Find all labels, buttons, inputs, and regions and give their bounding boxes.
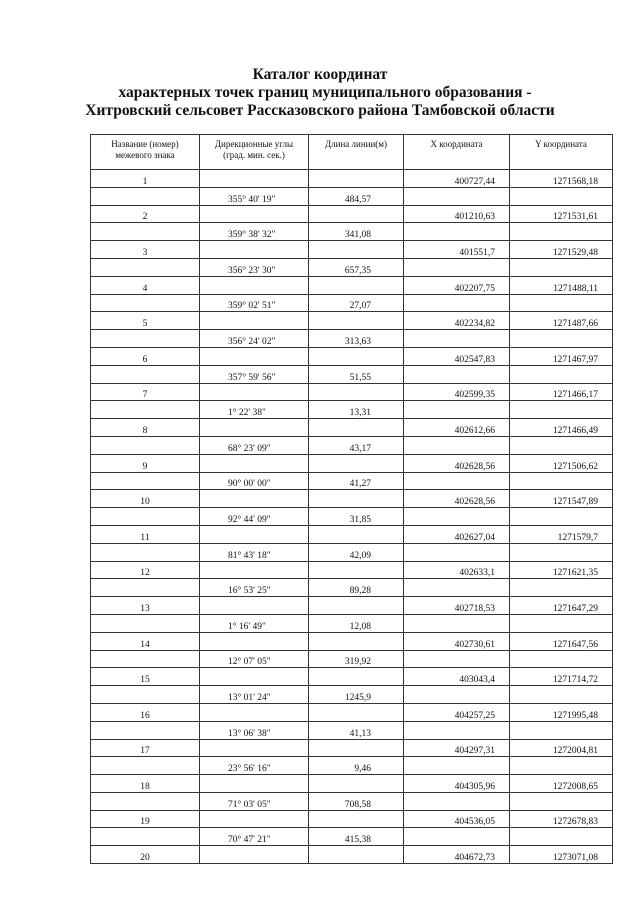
header-angles: Дирекционные углы (град. мин. сек.) [200,135,309,170]
empty-length-cell [309,419,404,437]
empty-length-cell [309,775,404,793]
table-body [91,170,613,864]
empty-length-cell [309,170,404,188]
point-number: 12 [91,561,200,579]
line-length: 31,85 [309,508,404,526]
directional-angle: 71° 03' 05" [200,792,309,810]
empty-y-cell [510,365,613,383]
point-number: 15 [91,668,200,686]
empty-y-cell [510,472,613,490]
table-row-point [91,668,613,686]
point-number: 18 [91,775,200,793]
header-x: X координата [404,135,510,170]
table-row-segment [91,436,613,454]
empty-length-cell [309,312,404,330]
table-row-point [91,347,613,365]
line-length: 313,63 [309,330,404,348]
point-number: 11 [91,525,200,543]
y-coordinate: 1272004,81 [510,739,613,757]
line-length: 89,28 [309,579,404,597]
empty-angle-cell [200,703,309,721]
table-row-segment [91,258,613,276]
empty-x-cell [404,614,510,632]
x-coordinate: 404257,25 [404,703,510,721]
directional-angle: 359° 38' 32" [200,223,309,241]
empty-x-cell [404,721,510,739]
x-coordinate: 401210,63 [404,205,510,223]
empty-length-cell [309,632,404,650]
y-coordinate: 1271714,72 [510,668,613,686]
table-row-segment [91,401,613,419]
x-coordinate: 402633,1 [404,561,510,579]
point-number: 10 [91,490,200,508]
empty-x-cell [404,472,510,490]
table-row-segment [91,614,613,632]
empty-name-cell [91,792,200,810]
y-coordinate: 1271529,48 [510,241,613,259]
empty-length-cell [309,347,404,365]
point-number: 3 [91,241,200,259]
line-length: 41,27 [309,472,404,490]
empty-x-cell [404,792,510,810]
empty-angle-cell [200,490,309,508]
x-coordinate: 402730,61 [404,632,510,650]
point-number: 14 [91,632,200,650]
empty-length-cell [309,241,404,259]
table-row-segment [91,579,613,597]
table-row-segment [91,721,613,739]
empty-y-cell [510,436,613,454]
empty-angle-cell [200,846,309,864]
table-row-point [91,454,613,472]
empty-name-cell [91,614,200,632]
x-coordinate: 403043,4 [404,668,510,686]
title-line-1: Каталог координат [252,66,388,83]
table-row-segment [91,187,613,205]
empty-angle-cell [200,775,309,793]
empty-name-cell [91,258,200,276]
line-length: 1245,9 [309,686,404,704]
y-coordinate: 1271579,7 [510,525,613,543]
empty-name-cell [91,436,200,454]
x-coordinate: 402627,04 [404,525,510,543]
directional-angle: 81° 43' 18" [200,543,309,561]
directional-angle: 355° 40' 19" [200,187,309,205]
empty-length-cell [309,703,404,721]
table-row-point [91,241,613,259]
y-coordinate: 1271487,66 [510,312,613,330]
table-row-point [91,525,613,543]
title-line-2: характерных точек границ муниципального образования - [118,84,532,101]
empty-length-cell [309,810,404,828]
empty-length-cell [309,668,404,686]
point-number: 9 [91,454,200,472]
point-number: 6 [91,347,200,365]
empty-x-cell [404,828,510,846]
empty-name-cell [91,401,200,419]
x-coordinate: 402547,83 [404,347,510,365]
table-row-segment [91,365,613,383]
empty-angle-cell [200,810,309,828]
empty-angle-cell [200,739,309,757]
empty-length-cell [309,454,404,472]
y-coordinate: 1271647,29 [510,597,613,615]
table-row-point [91,846,613,864]
y-coordinate: 1271506,62 [510,454,613,472]
directional-angle: 1° 22' 38" [200,401,309,419]
table-row-segment [91,330,613,348]
empty-angle-cell [200,668,309,686]
table-row-segment [91,223,613,241]
empty-x-cell [404,330,510,348]
empty-name-cell [91,330,200,348]
line-length: 319,92 [309,650,404,668]
empty-y-cell [510,579,613,597]
empty-x-cell [404,543,510,561]
empty-x-cell [404,757,510,775]
coordinates-table [90,134,613,864]
x-coordinate: 402234,82 [404,312,510,330]
y-coordinate: 1271547,89 [510,490,613,508]
empty-length-cell [309,597,404,615]
empty-y-cell [510,258,613,276]
empty-name-cell [91,757,200,775]
empty-x-cell [404,294,510,312]
table-row-point [91,775,613,793]
table-row-segment [91,650,613,668]
header-y: Y координата [510,135,613,170]
empty-y-cell [510,294,613,312]
table-row-point [91,170,613,188]
directional-angle: 1° 16' 49" [200,614,309,632]
empty-angle-cell [200,312,309,330]
point-number: 8 [91,419,200,437]
empty-y-cell [510,721,613,739]
table-row-segment [91,686,613,704]
empty-angle-cell [200,454,309,472]
point-number: 4 [91,276,200,294]
header-name: Название (номер) межевого знака [91,135,200,170]
x-coordinate: 402628,56 [404,454,510,472]
directional-angle: 357° 59' 56" [200,365,309,383]
x-coordinate: 404305,96 [404,775,510,793]
empty-length-cell [309,525,404,543]
empty-y-cell [510,757,613,775]
empty-y-cell [510,543,613,561]
directional-angle: 356° 23' 30" [200,258,309,276]
x-coordinate: 402207,75 [404,276,510,294]
line-length: 708,58 [309,792,404,810]
empty-angle-cell [200,561,309,579]
empty-name-cell [91,579,200,597]
line-length: 27,07 [309,294,404,312]
table-row-point [91,419,613,437]
table-row-point [91,632,613,650]
document-title [0,66,640,120]
table-row-segment [91,757,613,775]
empty-name-cell [91,828,200,846]
empty-angle-cell [200,170,309,188]
empty-length-cell [309,205,404,223]
line-length: 9,46 [309,757,404,775]
empty-x-cell [404,187,510,205]
point-number: 17 [91,739,200,757]
empty-y-cell [510,792,613,810]
y-coordinate: 1271647,56 [510,632,613,650]
empty-name-cell [91,686,200,704]
y-coordinate: 1272678,83 [510,810,613,828]
empty-x-cell [404,223,510,241]
line-length: 484,57 [309,187,404,205]
point-number: 16 [91,703,200,721]
table-header-row [91,135,613,170]
empty-x-cell [404,436,510,454]
empty-length-cell [309,739,404,757]
line-length: 51,55 [309,365,404,383]
y-coordinate: 1271466,49 [510,419,613,437]
x-coordinate: 404672,73 [404,846,510,864]
empty-y-cell [510,223,613,241]
directional-angle: 68° 23' 09" [200,436,309,454]
table-row-point [91,703,613,721]
table-row-segment [91,828,613,846]
title-line-3: Хитровский сельсовет Рассказовского района Тамбовской области [85,102,555,119]
empty-y-cell [510,650,613,668]
empty-name-cell [91,365,200,383]
y-coordinate: 1273071,08 [510,846,613,864]
empty-y-cell [510,508,613,526]
point-number: 20 [91,846,200,864]
x-coordinate: 402612,66 [404,419,510,437]
point-number: 5 [91,312,200,330]
empty-y-cell [510,614,613,632]
empty-name-cell [91,472,200,490]
empty-x-cell [404,686,510,704]
empty-length-cell [309,383,404,401]
y-coordinate: 1272008,65 [510,775,613,793]
empty-y-cell [510,330,613,348]
table-row-point [91,312,613,330]
empty-x-cell [404,650,510,668]
table-row-segment [91,294,613,312]
y-coordinate: 1271488,11 [510,276,613,294]
directional-angle: 70° 47' 21" [200,828,309,846]
table-row-point [91,561,613,579]
directional-angle: 356° 24' 02" [200,330,309,348]
empty-angle-cell [200,597,309,615]
y-coordinate: 1271467,97 [510,347,613,365]
y-coordinate: 1271621,35 [510,561,613,579]
empty-name-cell [91,508,200,526]
x-coordinate: 402628,56 [404,490,510,508]
table-row-segment [91,543,613,561]
table-row-point [91,205,613,223]
y-coordinate: 1271531,61 [510,205,613,223]
table-row-point [91,597,613,615]
empty-y-cell [510,686,613,704]
line-length: 657,35 [309,258,404,276]
empty-name-cell [91,650,200,668]
line-length: 341,08 [309,223,404,241]
table-row-point [91,810,613,828]
empty-angle-cell [200,205,309,223]
directional-angle: 13° 01' 24" [200,686,309,704]
empty-name-cell [91,294,200,312]
empty-name-cell [91,223,200,241]
empty-name-cell [91,543,200,561]
empty-y-cell [510,401,613,419]
table-row-point [91,739,613,757]
line-length: 415,38 [309,828,404,846]
empty-angle-cell [200,276,309,294]
empty-length-cell [309,276,404,294]
header-length: Длина линии(м) [309,135,404,170]
empty-angle-cell [200,525,309,543]
x-coordinate: 402599,35 [404,383,510,401]
line-length: 42,09 [309,543,404,561]
empty-x-cell [404,579,510,597]
empty-x-cell [404,508,510,526]
point-number: 1 [91,170,200,188]
line-length: 12,08 [309,614,404,632]
empty-angle-cell [200,347,309,365]
table-row-segment [91,508,613,526]
point-number: 2 [91,205,200,223]
y-coordinate: 1271995,48 [510,703,613,721]
point-number: 7 [91,383,200,401]
x-coordinate: 401551,7 [404,241,510,259]
empty-y-cell [510,828,613,846]
x-coordinate: 402718,53 [404,597,510,615]
empty-angle-cell [200,383,309,401]
point-number: 13 [91,597,200,615]
directional-angle: 12° 07' 05" [200,650,309,668]
empty-y-cell [510,187,613,205]
y-coordinate: 1271568,18 [510,170,613,188]
empty-x-cell [404,401,510,419]
empty-length-cell [309,846,404,864]
empty-angle-cell [200,241,309,259]
empty-name-cell [91,187,200,205]
empty-angle-cell [200,632,309,650]
directional-angle: 23° 56' 16" [200,757,309,775]
table-row-point [91,383,613,401]
directional-angle: 13° 06' 38" [200,721,309,739]
line-length: 41,13 [309,721,404,739]
table-row-segment [91,472,613,490]
table-row-point [91,276,613,294]
table-row-point [91,490,613,508]
empty-x-cell [404,365,510,383]
directional-angle: 359° 02' 51" [200,294,309,312]
empty-x-cell [404,258,510,276]
empty-length-cell [309,561,404,579]
line-length: 13,31 [309,401,404,419]
y-coordinate: 1271466,17 [510,383,613,401]
empty-name-cell [91,721,200,739]
point-number: 19 [91,810,200,828]
x-coordinate: 400727,44 [404,170,510,188]
empty-length-cell [309,490,404,508]
directional-angle: 90° 00' 00" [200,472,309,490]
x-coordinate: 404297,31 [404,739,510,757]
x-coordinate: 404536,05 [404,810,510,828]
directional-angle: 16° 53' 25" [200,579,309,597]
empty-angle-cell [200,419,309,437]
line-length: 43,17 [309,436,404,454]
table-row-segment [91,792,613,810]
directional-angle: 92° 44' 09" [200,508,309,526]
